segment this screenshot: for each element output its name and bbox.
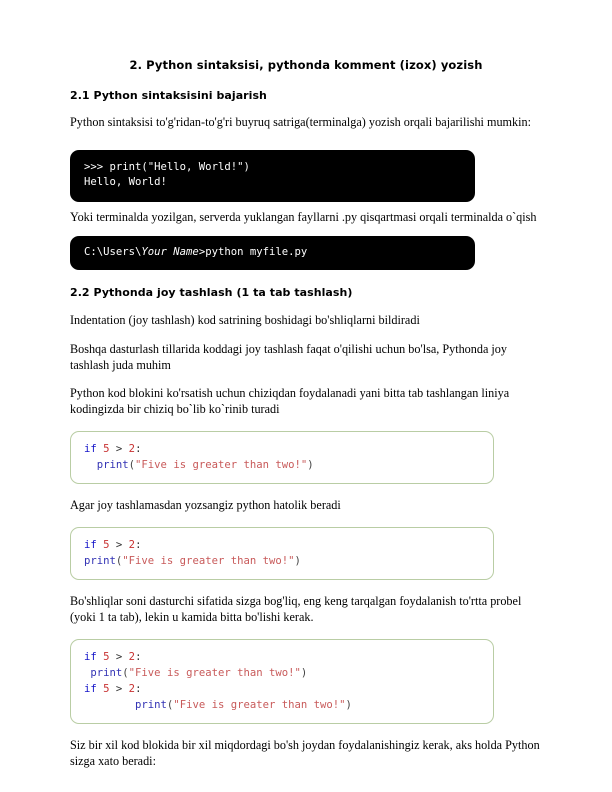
code-token-punct: )	[307, 459, 314, 472]
code-token-punct: (	[166, 699, 174, 712]
code-token-num: 2	[128, 539, 136, 552]
paragraph-code-block-line: Python kod blokini ko'rsatish uchun chiziqdan foydalanadi yani bitta tab tashlangan liniya kodingizda bir chiziq bo`lib ko`rinib turadi	[70, 386, 510, 417]
code-token-punct: (	[128, 459, 136, 472]
code-token-fn: print	[90, 667, 123, 680]
code-token-str: "Five is greater than two!"	[173, 699, 346, 712]
code-token-op: >	[109, 539, 129, 552]
code-line	[84, 697, 480, 713]
paragraph-space-count: Bo'shliqlar soni dasturchi sifatida sizga bog'liq, eng keng tarqalgan foydalanish to'rtta probel (yoki 1 ta tab), lekin u kamida bitta bo'lishi kerak.	[70, 594, 522, 625]
code-token-str: "Five is greater than two!"	[135, 459, 308, 472]
code-token-punct: )	[294, 555, 301, 568]
code-token-num: 2	[128, 443, 136, 456]
paragraph-intro-2-1: Python sintaksisi to'g'ridan-to'g'ri buyruq satriga(terminalga) yozish orqali bajarilishi mumkin:	[70, 115, 532, 129]
code-block-no-indent	[70, 527, 494, 580]
code-token-op: :	[135, 539, 142, 552]
code-token-op: :	[135, 443, 142, 456]
code-line	[84, 537, 480, 553]
code-token-punct: )	[300, 667, 308, 680]
cmd-path-username: Your Name	[141, 246, 199, 259]
code-token-op: :	[135, 683, 142, 696]
code-token-kw: if	[84, 651, 104, 664]
code-token-punct: (	[115, 555, 123, 568]
code-token-fn: print	[96, 459, 129, 472]
code-token-fn: print	[135, 699, 167, 712]
code-token-fn: print	[84, 555, 116, 568]
terminal-block-cmd	[70, 236, 475, 269]
code-token-num: 5	[103, 683, 110, 696]
cmd-command: >python myfile.py	[198, 246, 308, 259]
code-token-num: 5	[103, 539, 110, 552]
code-token-num: 5	[103, 443, 110, 456]
code-indent	[84, 459, 97, 471]
code-token-kw: if	[84, 443, 104, 456]
terminal-prompt: >>>	[84, 160, 110, 173]
paragraph-note-2-1: Yoki terminalda yozilgan, serverda yuklangan fayllarni .py qisqartmasi orqali terminalda o`qish	[70, 209, 537, 224]
code-indent	[84, 699, 135, 711]
terminal-block-repl	[70, 150, 475, 202]
code-token-str: "Five is greater than two!"	[122, 555, 295, 568]
cmd-path-prefix: C:\Users\	[84, 246, 142, 259]
code-token-kw: if	[84, 683, 104, 696]
section-heading-2-1: 2.1 Python sintaksisini bajarish	[70, 89, 267, 102]
code-line	[84, 441, 480, 457]
code-token-op: >	[109, 651, 129, 664]
code-token-op: >	[109, 683, 129, 696]
code-block-mixed-indent	[70, 639, 494, 724]
paragraph-indentation-def: Indentation (joy tashlash) kod satrining boshidagi bo'shliqlarni bildiradi	[70, 312, 420, 327]
code-token-punct: )	[345, 699, 352, 712]
code-token-punct: (	[122, 667, 129, 680]
paragraph-error-warning: Agar joy tashlamasdan yozsangiz python hatolik beradi	[70, 498, 341, 513]
code-block-indented-if	[70, 431, 494, 484]
paragraph-consistency: Siz bir xil kod blokida bir xil miqdordagi bo'sh joydan foydalanishingiz kerak, aks holda Python sizga xato beradi:	[70, 738, 540, 769]
section-heading-2-2: 2.2 Pythonda joy tashlash (1 ta tab tashlash)	[70, 285, 353, 299]
code-token-op: >	[109, 443, 129, 456]
spacer	[70, 144, 542, 150]
code-token-op: :	[135, 651, 142, 664]
code-line	[84, 457, 480, 473]
code-token-num: 5	[103, 651, 110, 664]
code-line	[84, 553, 480, 569]
paragraph-other-languages: Boshqa dasturlash tillarida koddagi joy tashlash faqat o'qilishi uchun bo'lsa, Pythonda joy tashlash juda muhim	[70, 341, 507, 372]
code-token-num: 2	[128, 651, 136, 664]
terminal-command: print("Hello, World!")	[109, 160, 250, 173]
code-line	[84, 649, 480, 665]
code-token-num: 2	[128, 683, 136, 696]
code-line	[84, 681, 480, 697]
code-token-kw: if	[84, 539, 104, 552]
page-title: 2. Python sintaksisi, pythonda komment (izox) yozish	[129, 58, 483, 72]
code-line	[84, 665, 480, 681]
code-token-str: "Five is greater than two!"	[128, 667, 301, 680]
terminal-output: Hello, World!	[84, 176, 167, 189]
